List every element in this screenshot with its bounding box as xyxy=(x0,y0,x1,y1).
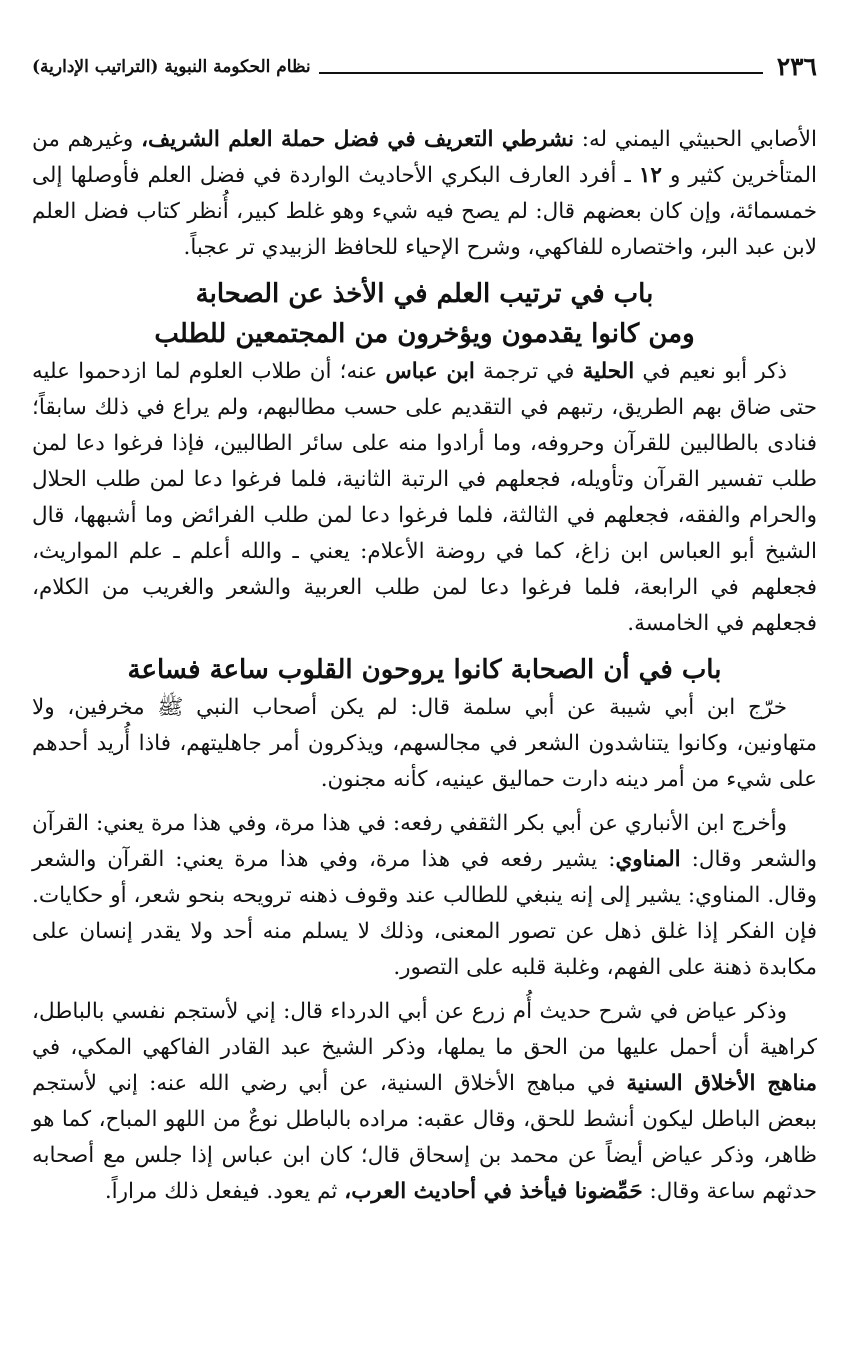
body-paragraph xyxy=(32,994,817,1210)
paragraph-text: عنه؛ أن طلاب العلوم لما ازدحموا عليه حتى ضاق بهم الطريق، رتبهم في التقديم على حسب مطالبهم، ولم يراع في ذلك سابقاً؛ فنادى بالطالبين للقرآن وحروفه، وما أرادوا منه على سائر الطالبين، فإذا فرغوا دعا لمن طلب تفسير القرآن وتأويله، فجعلهم في الرتبة الثانية، فلما فرغوا دعا لمن طلب الحلال والحرام والفقه، فجعلهم في الثالثة، فلما فرغوا دعا لمن طلب الفرائض وما أشبهها، قال الشيخ أبو العباس ابن زاغ، كما في روضة الأعلام: يعني ـ والله أعلم ـ علم المواريث، فجعلهم في الرابعة، فلما فرغوا دعا لمن طلب العربية والشعر والغريب من الكلام، فجعلهم في الخامسة. xyxy=(32,359,817,636)
emphasized-text: الحلية xyxy=(582,359,635,384)
emphasized-text: ابن عباس xyxy=(385,359,475,384)
body-paragraph xyxy=(32,690,817,798)
emphasized-text: حَمِّضونا فيأخذ في أحاديث العرب، xyxy=(344,1179,643,1204)
body-paragraph xyxy=(32,354,817,642)
emphasized-text: نشرطي التعريف في فضل حملة العلم الشريف، xyxy=(141,127,574,152)
running-title: نظام الحكومة النبوية (التراتيب الإدارية) xyxy=(32,57,311,77)
page-body xyxy=(32,122,817,1210)
body-paragraph xyxy=(32,806,817,986)
paragraph-text: وأخرج ابن الأنباري عن أبي بكر الثقفي رفعه: في هذا مرة، وفي هذا مرة يعني: القرآن والشعر وقال: xyxy=(32,811,817,872)
emphasized-text: ١٢ xyxy=(638,163,662,188)
emphasized-text: المناوي xyxy=(615,847,681,872)
paragraph-text: ثم يعود. فيفعل ذلك مراراً. xyxy=(104,1179,345,1204)
section-heading: باب في أن الصحابة كانوا يروحون القلوب ساعة فساعة xyxy=(127,655,722,685)
paragraph-text: وغيرهم من المتأخرين كثير و xyxy=(32,127,817,188)
paragraph-text: خرّج ابن أبي شيبة عن أبي سلمة قال: لم يكن أصحاب النبي ﷺ مخرفين، ولا متهاونين، وكانوا يتناشدون الشعر في مجالسهم، ويذكرون أمر جاهليتهم، فاذا أُريد أحدهم على شيء من أمر دينه دارت حماليق عينيه، كأنه مجنون. xyxy=(32,695,817,792)
page-number: ٢٣٦ xyxy=(776,52,817,81)
paragraph-text: في مباهج الأخلاق السنية، عن أبي رضي الله عنه: إني لأستجم ببعض الباطل ليكون أنشط للحق، وقال عقبه: مراده بالباطل نوعٌ من اللهو المباح، كما هو ظاهر، وذكر عياض أيضاً عن محمد بن إسحاق قال؛ كان ابن عباس إذا جلس مع أصحابه حدثهم ساعة وقال: xyxy=(32,1071,817,1204)
paragraph-text: ذكر أبو نعيم في xyxy=(634,359,788,384)
document-page xyxy=(32,50,817,1210)
paragraph-text: ـ أفرد العارف البكري الأحاديث الواردة في فضل العلم فأوصلها إلى خمسمائة، وإن كان بعضهم قال: لم يصح فيه شيء وهو غلط كبير، أُنظر كتاب فضل العلم لابن عبد البر، واختصاره للفاكهي، وشرح الإحياء للحافظ الزبيدي تر عجباً. xyxy=(32,163,817,260)
paragraph-text: : يشير رفعه في هذا مرة، وفي هذا مرة يعني: القرآن والشعر وقال. المناوي: يشير إلى إنه ينبغي للطالب عند وقوف ذهنه ترويحه بنحو شعر، أو حكايات. فإن الفكر إذا غلق ذهل عن تصور المعنى، وذلك لا يسلم منه أحد ولا يقدر إنسان على مكابدة ذهنة على الفهم، وغلبة قلبه على التصور. xyxy=(32,847,817,980)
emphasized-text: مناهج الأخلاق السنية xyxy=(626,1071,818,1096)
paragraph-text: الأصابي الحبيثي اليمني له: xyxy=(574,127,817,152)
header-rule xyxy=(319,72,763,74)
paragraph-text: وذكر عياض في شرح حديث أُم زرع عن أبي الدرداء قال: إني لأستجم نفسي بالباطل، كراهية أن أحمل عليها من الحق ما يملها، وذكر الشيخ عبد القادر الفاكهي المكي، في xyxy=(32,999,817,1060)
section-heading: باب في ترتيب العلم في الأخذ عن الصحابة xyxy=(195,279,654,309)
page-header xyxy=(32,50,817,80)
section-heading: ومن كانوا يقدمون ويؤخرون من المجتمعين للطلب xyxy=(154,319,695,349)
body-paragraph xyxy=(32,122,817,266)
paragraph-text: في ترجمة xyxy=(474,359,583,384)
